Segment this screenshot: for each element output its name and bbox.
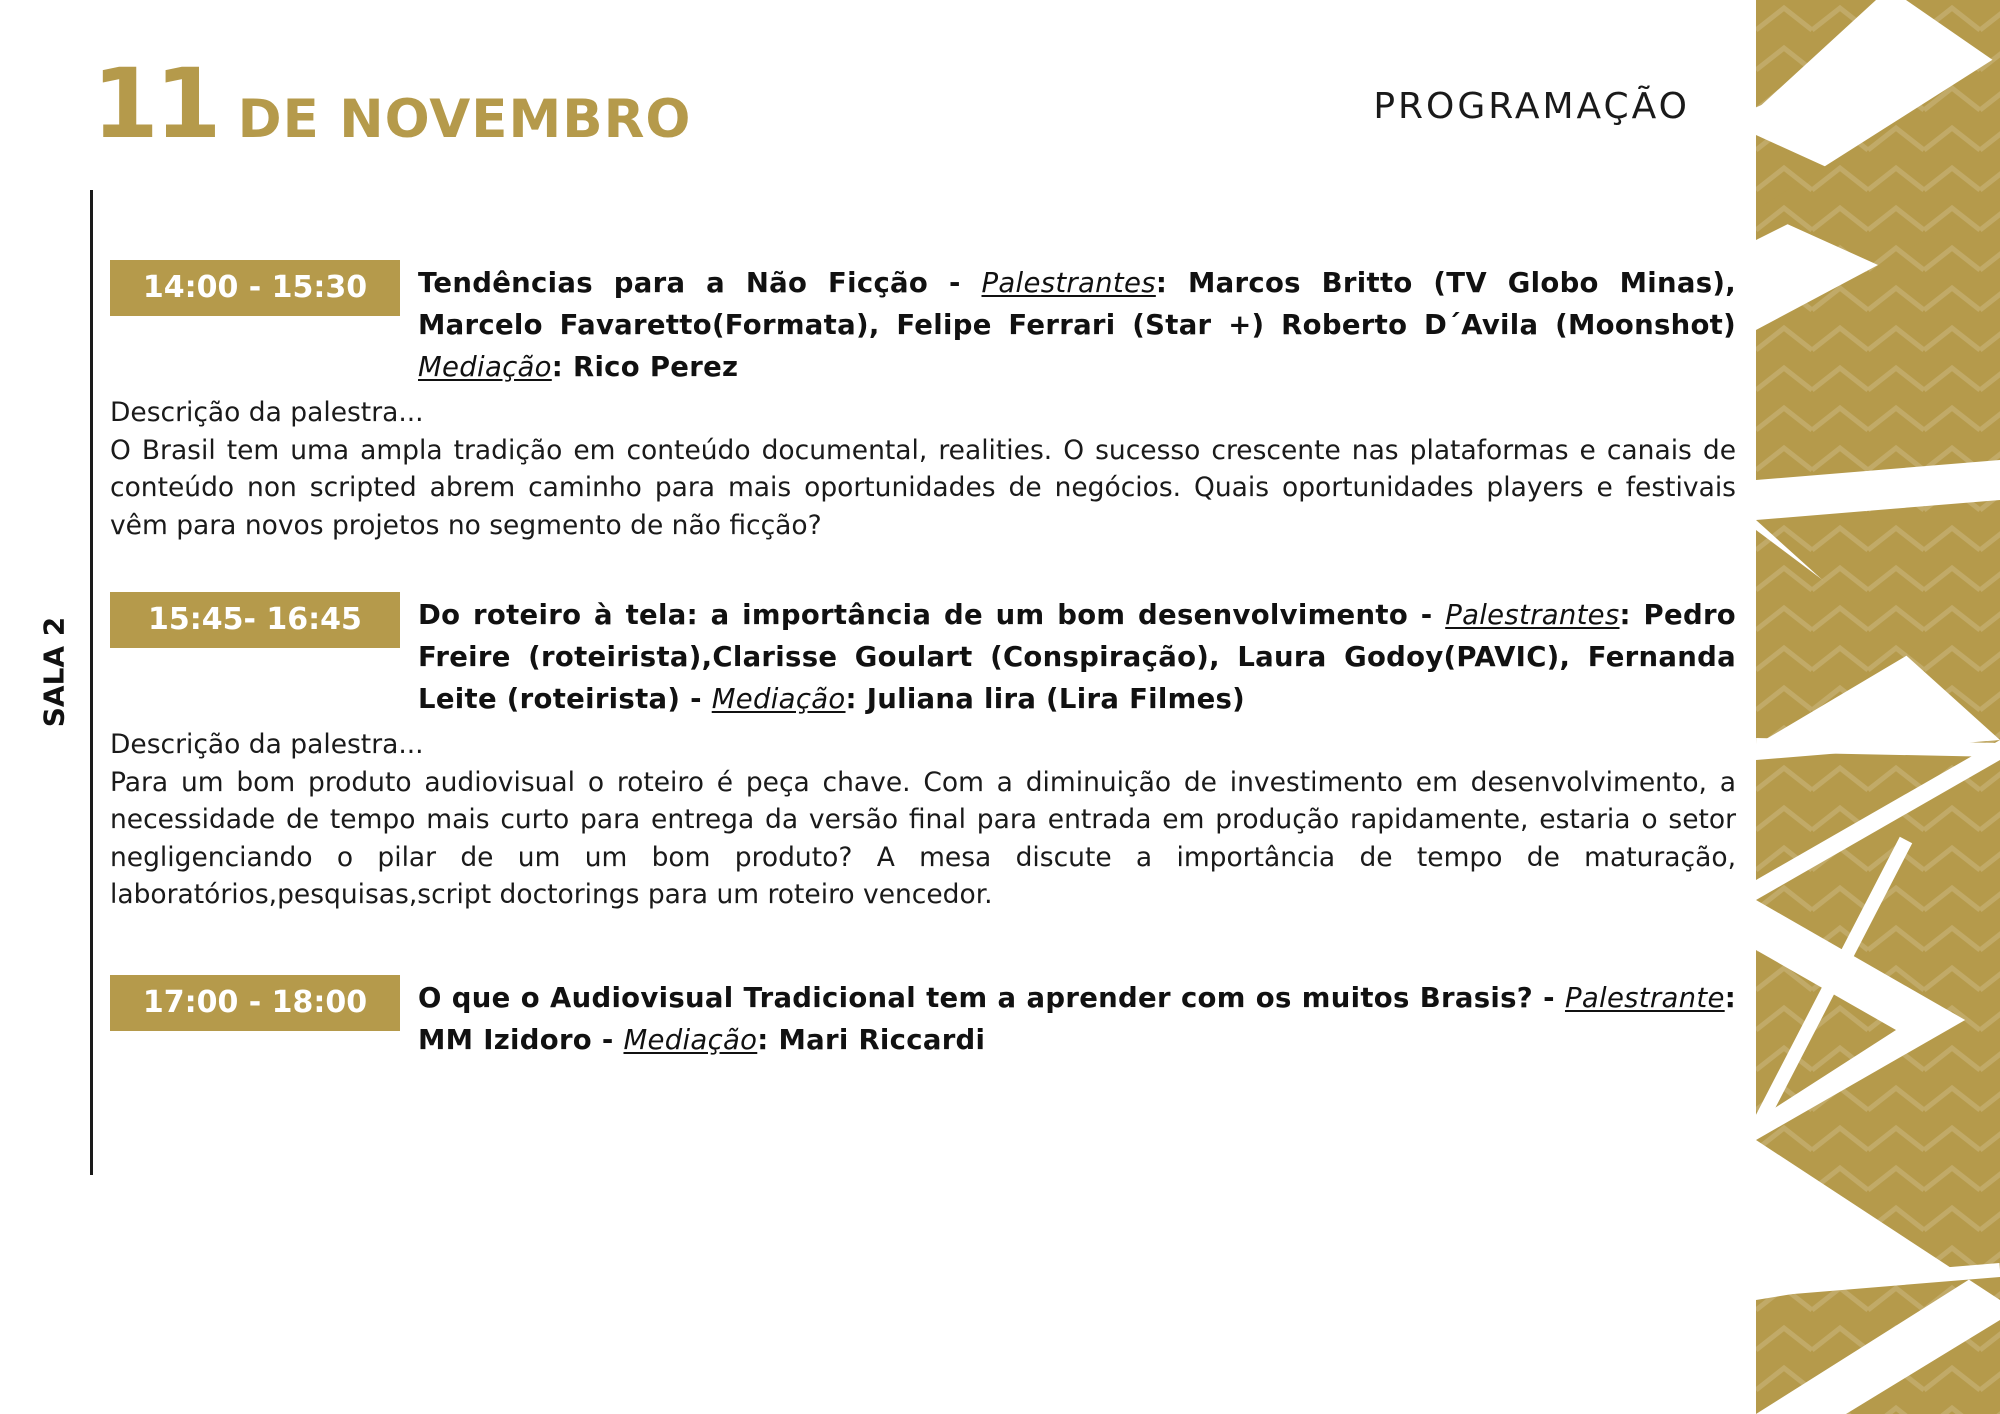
speakers-label: Palestrante [1564, 982, 1725, 1014]
session-time-badge: 14:00 - 15:30 [110, 260, 400, 316]
mediator-name: Juliana lira (Lira Filmes) [866, 683, 1246, 715]
decorative-triangle-pattern [1756, 0, 2000, 1414]
session-title-block: Do roteiro à tela: a importância de um bom desenvolvimento - Palestrantes: Pedro Freire (roteirista),Clarisse Goulart (Conspiração), Laura Godoy(PAVIC), Fernanda Leite (roteirista) - Mediação: Juliana lira (Lira Filmes) [418, 599, 1736, 715]
session-description [110, 726, 1736, 914]
mediator-name: Rico Perez [572, 351, 739, 383]
page-date [92, 48, 691, 160]
mediation-label: Mediação [711, 683, 846, 715]
room-divider-line [90, 190, 93, 1175]
mediator-name: Mari Riccardi [778, 1024, 986, 1056]
session-title-block: O que o Audiovisual Tradicional tem a aprender com os muitos Brasis? - Palestrante: MM Izidoro - Mediação: Mari Riccardi [418, 982, 1736, 1056]
session-3 [110, 975, 1736, 1061]
description-text: Para um bom produto audiovisual o roteiro é peça chave. Com a diminuição de investimento em desenvolvimento, a necessidade de tempo mais curto para entrega da versão final para entrada em produção rapidamente, estaria o setor negligenciando o pilar de um um bom produto? A mesa discute a importância de tempo de maturação, laboratórios,pesquisas,script doctorings para um roteiro vencedor. [110, 766, 1736, 910]
date-month: DE NOVEMBRO [237, 89, 692, 150]
speakers-label: Palestrantes [1445, 599, 1620, 631]
speakers-list: Marcos Britto (TV Globo Minas), Marcelo Favaretto(Formata), Felipe Ferrari (Star +) Roberto D´Avila (Moonshot) [418, 267, 1736, 341]
room-label: SALA 2 [37, 616, 71, 728]
session-time-badge: 15:45- 16:45 [110, 592, 400, 648]
speakers-label: Palestrantes [981, 267, 1156, 299]
description-heading: Descrição da palestra... [110, 397, 424, 428]
session-time-badge: 17:00 - 18:00 [110, 975, 400, 1031]
session-description [110, 394, 1736, 544]
description-text: O Brasil tem uma ampla tradição em conteúdo documental, realities. O sucesso crescente nas plataformas e canais de conteúdo non scripted abrem caminho para mais oportunidades de negócios. Quais oportunidades players e festivais vêm para novos projetos no segmento de não ficção? [110, 434, 1736, 541]
session-2 [110, 592, 1736, 914]
session-title-block: Tendências para a Não Ficção - Palestrantes: Marcos Britto (TV Globo Minas), Marcelo Favaretto(Formata), Felipe Ferrari (Star +) Roberto D´Avila (Moonshot) Mediação: Rico Perez [418, 267, 1736, 383]
speakers-list: MM Izidoro [418, 1024, 593, 1056]
date-day: 11 [92, 48, 218, 160]
section-title: PROGRAMAÇÃO [1373, 86, 1690, 127]
session-title: Do roteiro à tela: a importância de um bom desenvolvimento [418, 599, 1409, 631]
description-heading: Descrição da palestra... [110, 729, 424, 760]
session-title: O que o Audiovisual Tradicional tem a aprender com os muitos Brasis? [418, 982, 1534, 1014]
mediation-label: Mediação [623, 1024, 758, 1056]
mediation-label: Mediação [418, 351, 552, 383]
speakers-list: Pedro Freire (roteirista),Clarisse Goulart (Conspiração), Laura Godoy(PAVIC), Fernanda Leite (roteirista) [418, 599, 1736, 715]
session-title: Tendências para a Não Ficção [418, 267, 929, 299]
session-1 [110, 260, 1736, 544]
